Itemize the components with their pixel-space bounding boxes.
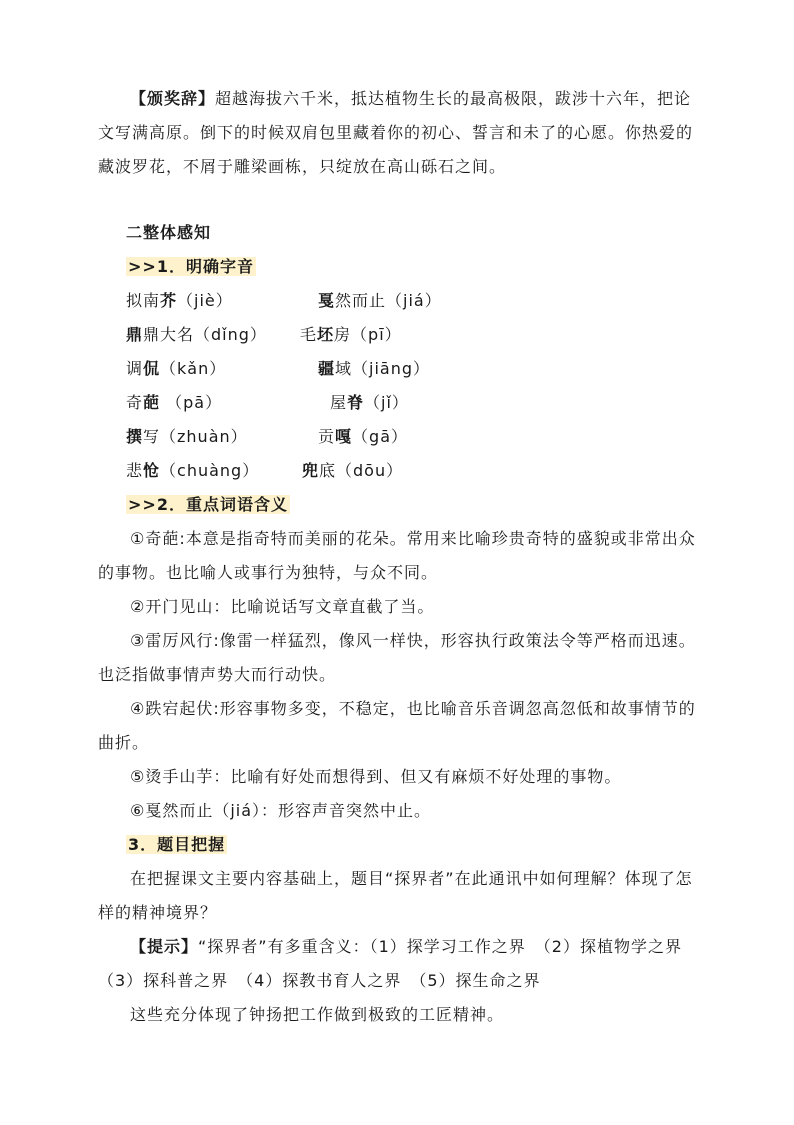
pronunciation-key-char: 芥 [160, 291, 178, 310]
pronunciation-item-right [318, 284, 442, 318]
pronunciation-pre: 屋 [330, 393, 348, 412]
vocab-item-1: ①奇葩:本意是指奇特而美丽的花朵。常用来比喻珍贵奇特的盛貌或非常出众的事物。也比喻人或事行为独特，与众不同。 [98, 529, 696, 582]
pronunciation-pre: 悲 [126, 461, 144, 480]
vocab-item-6: ⑥戛然而止（jiá）：形容声音突然中止。 [130, 801, 432, 820]
pronunciation-key-char: 兜 [302, 461, 320, 480]
pronunciation-key-char: 怆 [143, 461, 161, 480]
pronunciation-pre: 贡 [318, 427, 336, 446]
hint-text: “探界者”有多重含义：（1）探学习工作之界 （2）探植物学之界 （3）探科普之界 （4）探教书育人之界 （5）探生命之界 [98, 937, 699, 990]
pronunciation-pre: 拟南 [126, 291, 161, 310]
pronunciation-item-right [318, 352, 430, 386]
pronunciation-key-char: 嘎 [335, 427, 353, 446]
pronunciation-item-left [126, 386, 222, 420]
pronunciation-pre: 调 [126, 359, 144, 378]
pronunciation-post: 底（dōu） [319, 461, 404, 480]
pronunciation-heading-text: >>1．明确字音 [128, 257, 254, 276]
pronunciation-pre: 奇 [126, 393, 144, 412]
pronunciation-key-char: 撰 [126, 427, 144, 446]
award-paragraph [98, 82, 702, 184]
pronunciation-item-right [302, 454, 403, 488]
vocab-item-4: ④跌宕起伏:形容事物多变，不稳定，也比喻音乐音调忽高忽低和故事情节的曲折。 [98, 699, 696, 752]
pronunciation-post: （kǎn） [160, 359, 227, 378]
conclusion: 这些充分体现了钟扬把工作做到极致的工匠精神。 [130, 1005, 505, 1024]
pronunciation-post: （chuàng） [160, 461, 260, 480]
pronunciation-post: （jiè） [177, 291, 233, 310]
pronunciation-item-left [126, 318, 267, 352]
pronunciation-item-left [126, 420, 248, 454]
award-text: 超越海拔六千米，抵达植物生长的最高极限，跋涉十六年，把论文写满高原。倒下的时候双肩包里藏着你的初心、誓言和未了的心愿。你热爱的藏波罗花，不屑于雕梁画栋，只绽放在高山砾石之间。 [98, 89, 694, 176]
title-heading-text: 3．题目把握 [128, 835, 226, 854]
pronunciation-post: （pā） [160, 393, 223, 412]
title-heading [126, 828, 227, 862]
section-title: 二整体感知 [126, 223, 212, 242]
vocab-heading-text: >>2．重点词语含义 [128, 495, 288, 514]
pronunciation-post: 然而止（jiá） [335, 291, 442, 310]
pronunciation-post: （jǐ） [364, 393, 409, 412]
pronunciation-item-left [126, 352, 226, 386]
pronunciation-item-left [126, 284, 233, 318]
pronunciation-key-char: 坯 [317, 325, 335, 344]
pronunciation-key-char: 葩 [143, 393, 161, 412]
pronunciation-key-char: 戛 [318, 291, 336, 310]
vocab-item-2: ②开门见山：比喻说话写文章直截了当。 [130, 597, 435, 616]
pronunciation-heading [126, 250, 256, 284]
pronunciation-item-right [330, 386, 409, 420]
hint-label: 【提示】 [130, 937, 199, 956]
pronunciation-key-char: 脊 [347, 393, 365, 412]
pronunciation-key-char: 疆 [318, 359, 336, 378]
pronunciation-key-char: 侃 [143, 359, 161, 378]
pronunciation-post: 鼎大名（dǐng） [143, 325, 267, 344]
pronunciation-item-right [300, 318, 402, 352]
pronunciation-key-char: 鼎 [126, 325, 144, 344]
title-question: 在把握课文主要内容基础上，题目“探界者”在此通讯中如何理解？体现了怎样的精神境界？ [98, 869, 693, 922]
pronunciation-post: 写（zhuàn） [143, 427, 248, 446]
award-label: 【颁奖辞】 [130, 89, 216, 108]
hint-paragraph [98, 930, 702, 998]
pronunciation-pre: 毛 [300, 325, 318, 344]
pronunciation-item-left [126, 454, 259, 488]
pronunciation-post: （gā） [352, 427, 408, 446]
vocab-item-3: ③雷厉风行:像雷一样猛烈，像风一样快，形容执行政策法令等严格而迅速。也泛指做事情声势大而行动快。 [98, 631, 696, 684]
pronunciation-post: 房（pī） [334, 325, 402, 344]
vocab-heading [126, 488, 290, 522]
pronunciation-item-right [318, 420, 408, 454]
vocab-item-5: ⑤烫手山芋：比喻有好处而想得到、但又有麻烦不好处理的事物。 [130, 767, 622, 786]
pronunciation-post: 域（jiāng） [335, 359, 431, 378]
